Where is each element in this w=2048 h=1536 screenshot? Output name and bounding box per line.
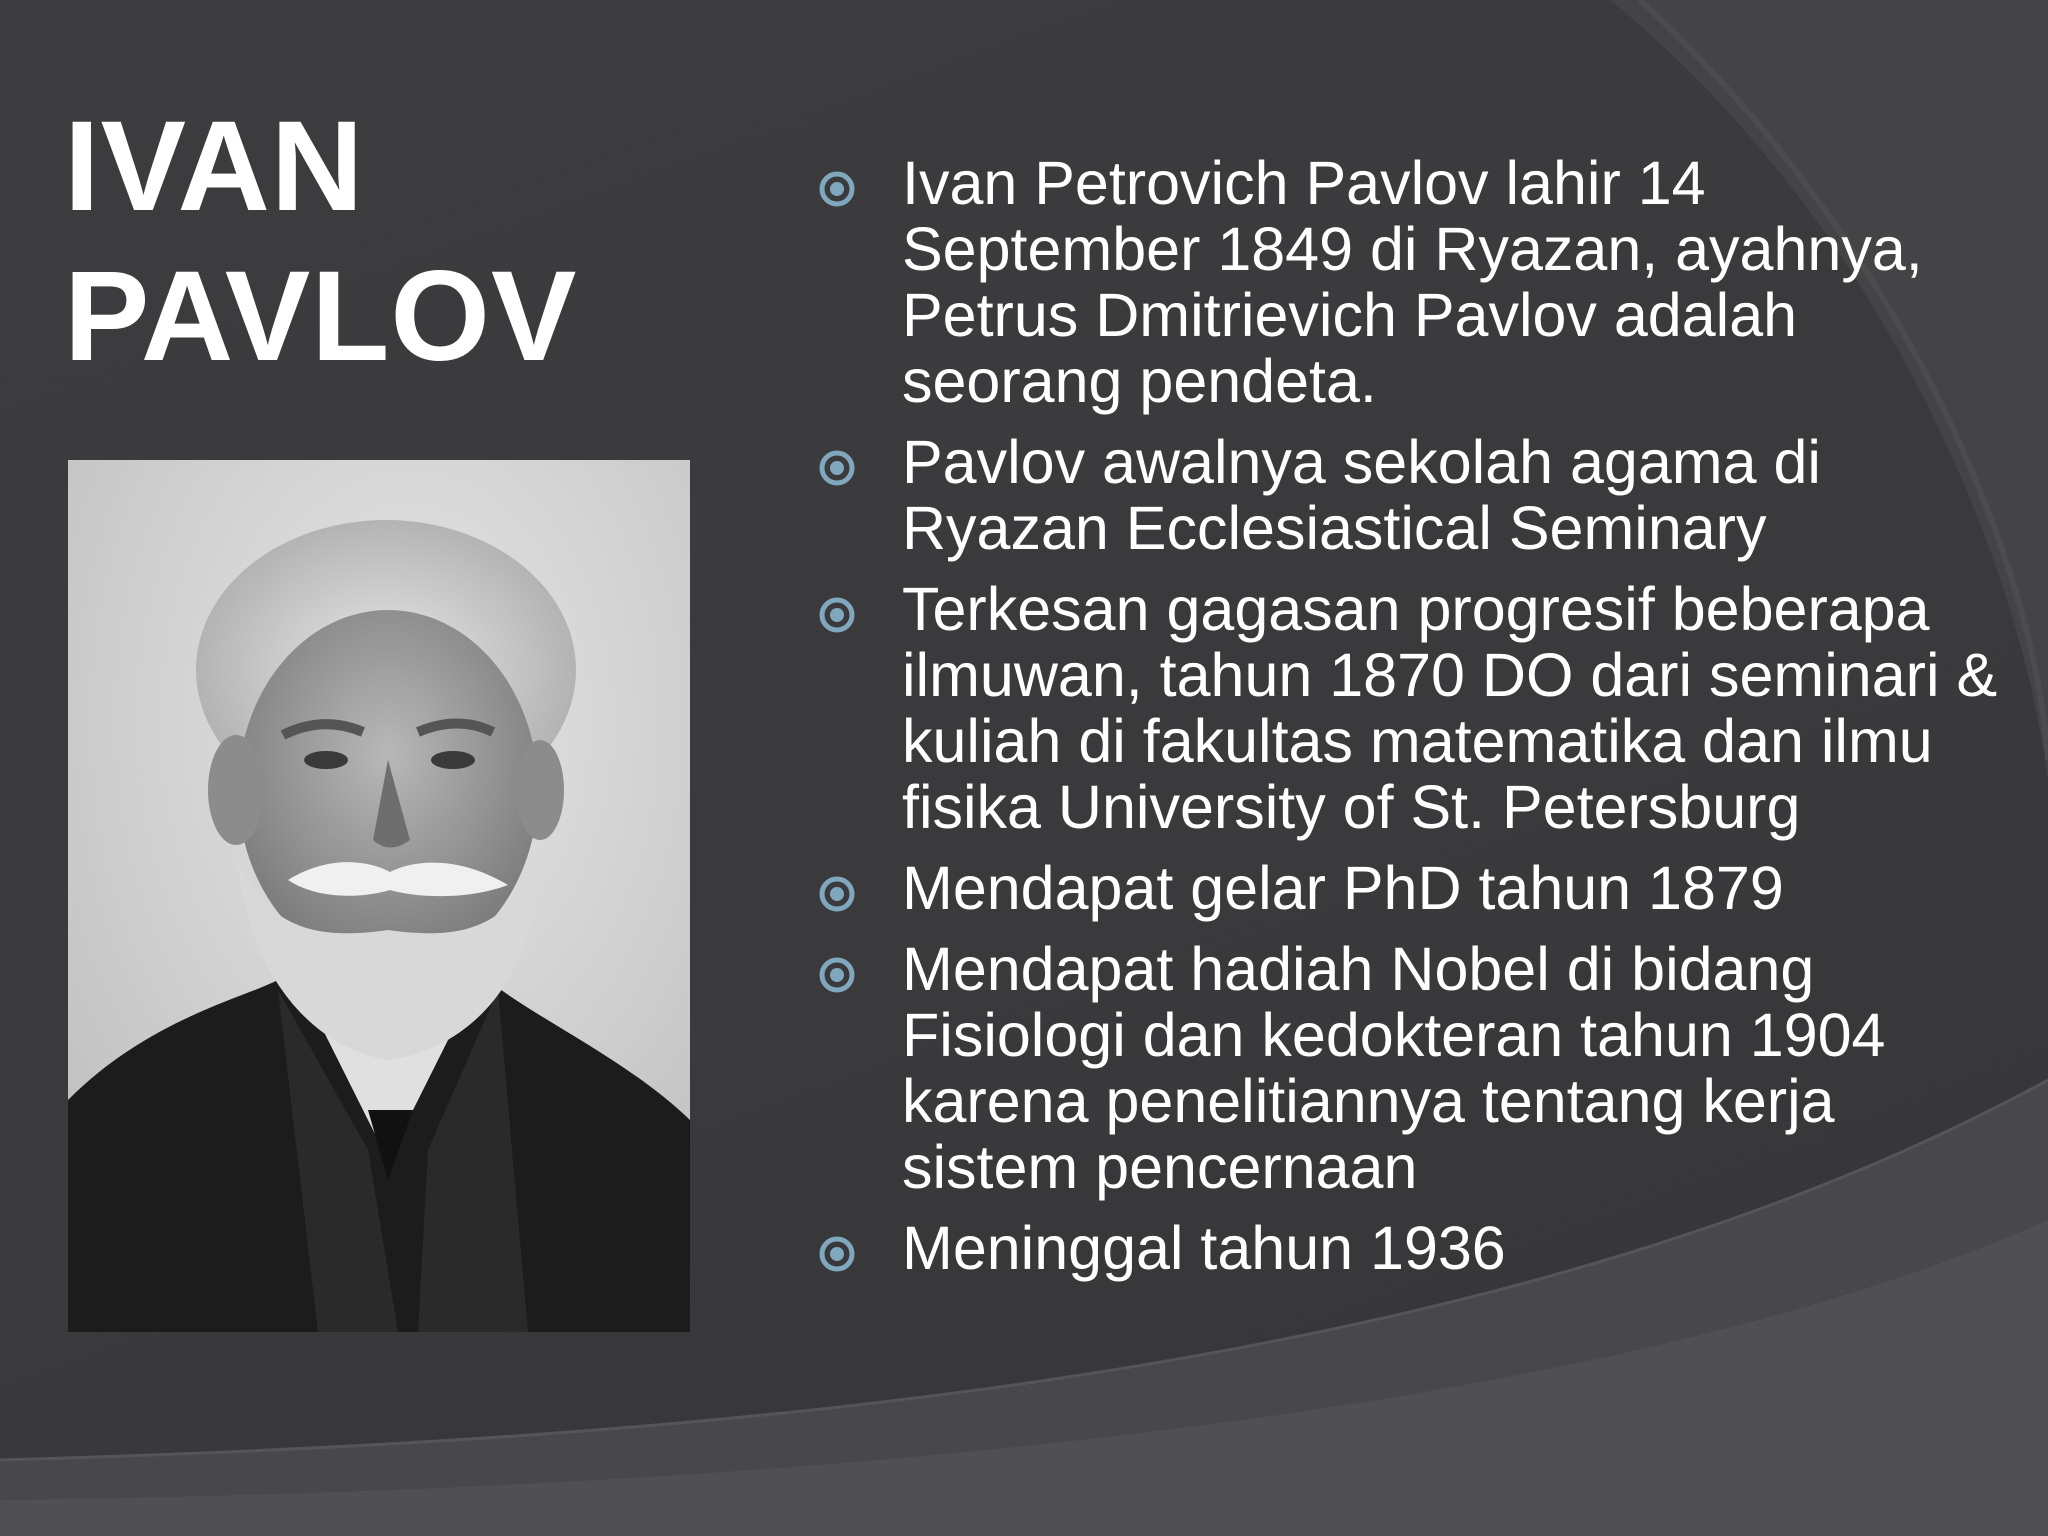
circled-dot-bullet-icon [818, 1235, 856, 1273]
bullet-text: Mendapat gelar PhD tahun 1879 [902, 854, 1784, 922]
title-line-2: PAVLOV [64, 245, 578, 388]
portrait-illustration [68, 460, 690, 1332]
bullet-text: Meninggal tahun 1936 [902, 1214, 1506, 1282]
bullet-item [812, 150, 2012, 414]
bullet-text: Ivan Petrovich Pavlov lahir 14 September 1849 di Ryazan, ayahnya, Petrus Dmitrievich Pavlov adalah seorang pendeta. [902, 149, 1923, 415]
circled-dot-bullet-icon [818, 449, 856, 487]
circled-dot-bullet-icon [818, 875, 856, 913]
bullet-list [812, 150, 2012, 1296]
bullet-text: Mendapat hadiah Nobel di bidang Fisiologi dan kedokteran tahun 1904 karena penelitiannya tentang kerja sistem pencernaan [902, 935, 1886, 1201]
circled-dot-bullet-icon [818, 596, 856, 634]
bullet-item [812, 576, 2012, 840]
bullet-item [812, 936, 2012, 1200]
circled-dot-bullet-icon [818, 956, 856, 994]
circled-dot-bullet-icon [818, 170, 856, 208]
title-line-1: IVAN [64, 95, 365, 238]
bullet-item [812, 429, 2012, 561]
bullet-text: Terkesan gagasan progresif beberapa ilmuwan, tahun 1870 DO dari seminari & kuliah di fakultas matematika dan ilmu fisika University of St. Petersburg [902, 575, 1998, 841]
slide-title [64, 92, 577, 392]
portrait-photo [68, 460, 690, 1332]
bullet-item [812, 855, 2012, 921]
bullet-item [812, 1215, 2012, 1281]
bullet-text: Pavlov awalnya sekolah agama di Ryazan Ecclesiastical Seminary [902, 428, 1821, 562]
